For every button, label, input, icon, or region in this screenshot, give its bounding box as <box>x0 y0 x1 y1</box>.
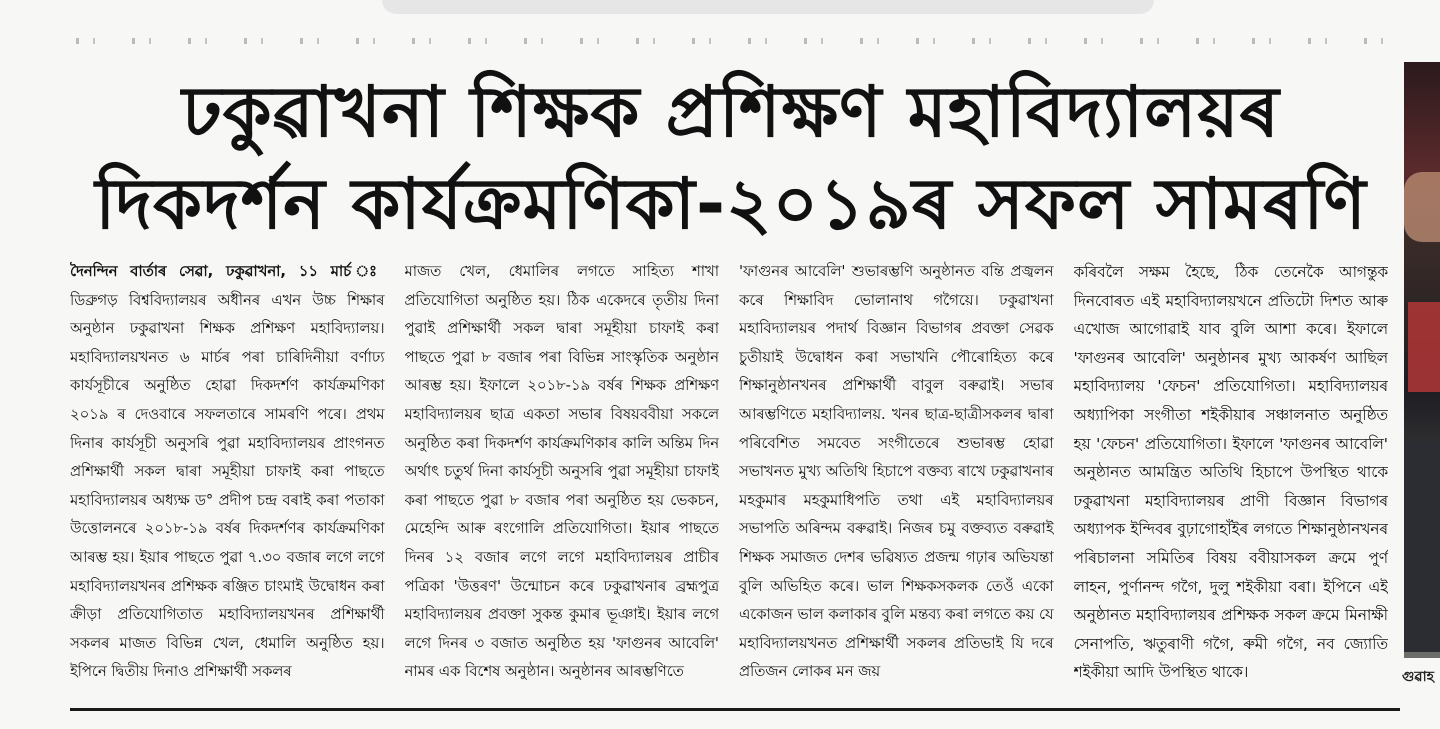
article-column-4 <box>1074 258 1389 690</box>
headline-line-1: ঢকুৱাখনা শিক্ষক প্ৰশিক্ষণ মহাবিদ্যালয়ৰ <box>182 71 1280 153</box>
column-text: 'ফাগুনৰ আবেলি' শুভাৰম্ভণি অনুষ্ঠানত বন্তি প্ৰজ্বলন কৰে শিক্ষাবিদ ভোলানাথ গগৈয়ে। ঢকুৱাখনা মহাবিদ্যালয়ৰ পদাৰ্থ বিজ্ঞান বিভাগৰ প্ৰবক্তা সেৱক চুতীয়াই উদ্বোধন কৰা সভাখনি পৌৰোহিত্য কৰে শিক্ষানুষ্ঠানখনৰ প্ৰশিক্ষাৰ্থী বাবুল বৰুৱাই। সভাৰ আৰম্ভণিতে মহাবিদ্যালয়. খনৰ ছাত্ৰ-ছাত্ৰীসকলৰ দ্বাৰা পৰিবেশিত সমবেত সংগীতেৰে শুভাৰম্ভ হোৱা সভাখনত মুখ্য অতিথি হিচাপে বক্তব্য ৰাখে ঢকুৱাখনাৰ মহকুমাৰ মহকুমাধিপতি তথা এই মহাবিদ্যালয়ৰ সভাপতি অৰিন্দম বৰুৱাই। নিজৰ চমু বক্তব্যত বৰুৱাই শিক্ষক সমাজত দেশৰ ভৱিষ্যত প্ৰজন্ম গঢ়াৰ অভিযন্তা বুলি অভিহিত কৰে। ভাল শিক্ষকসকলক তেওঁ একো একোজন ভাল কলাকাৰ বুলি মন্তব্য কৰা লগতে কয় যে মহাবিদ্যালয়খনত প্ৰশিক্ষাৰ্থী সকলৰ প্ৰতিভাই যি দৰে প্ৰতিজন লোকৰ মন জয় <box>739 263 1054 681</box>
scan-artifact-strip <box>76 38 1396 44</box>
column-text: ডিব্ৰুগড় বিশ্ববিদ্যালয়ৰ অধীনৰ এখন উচ্চ শিক্ষাৰ অনুষ্ঠান ঢকুৱাখনা শিক্ষক প্ৰশিক্ষণ মহাবিদ্যালয়। মহাবিদ্যালয়খনত ৬ মাৰ্চৰ পৰা চাৰিদিনীয়া বৰ্ণাঢ্য কাৰ্যসূচীৰে অনুষ্ঠিত হোৱা দিকদৰ্শণ কাৰ্যক্ৰমণিকা ২০১৯ ৰ দেওবাৰে সফলতাৰে সামৰণি পৰে। প্ৰথম দিনাৰ কাৰ্যসূচী অনুসৰি পুৱা মহাবিদ্যালয়ৰ প্ৰাংগনত প্ৰশিক্ষাৰ্থী সকল দ্বাৰা সমূহীয়া চাফাই কৰা পাছতে মহাবিদ্যালয়ৰ অধ্যক্ষ ড° প্ৰদীপ চন্দ্ৰ বৰাই কৰা পতাকা উত্তোলনৰে ২০১৮-১৯ বৰ্ষৰ দিকদৰ্শণৰ কাৰ্যক্ৰমণিকা আৰম্ভ হয়। ইয়াৰ পাছতে পুৱা ৭.৩০ বজাৰ লগে লগে মহাবিদ্যালয়খনৰ প্ৰশিক্ষক ৰঞ্জিত চাংমাই উদ্বোধন কৰা ক্ৰীড়া প্ৰতিযোগিতাত মহাবিদ্যালয়খনৰ প্ৰশিক্ষাৰ্থী সকলৰ মাজত বিভিন্ন খেল, ধেমালি অনুষ্ঠিত হয়। ইপিনে দ্বিতীয় দিনাও প্ৰশিক্ষাৰ্থী সকলৰ <box>70 291 385 681</box>
article-column-1 <box>70 258 385 690</box>
photo-credit: গুৱাহ <box>1402 669 1435 685</box>
column-text: কৰিবলৈ সক্ষম হৈছে, ঠিক তেনেকৈ আগন্তুক দিনবোৰত এই মহাবিদ্যালয়খনে প্ৰতিটো দিশত আৰু এখোজ আগোৱাই যাব বুলি আশা কৰে। ইফালে 'ফাগুনৰ আবেলি' অনুষ্ঠানৰ মুখ্য আকৰ্ষণ আছিল মহাবিদ্যালয় 'ফেচন' প্ৰতিযোগিতা। মহাবিদ্যালয়ৰ অধ্যাপিকা সংগীতা শইকীয়াৰ সঞ্চালনাত অনুষ্ঠিত হয় 'ফেচন' প্ৰতিযোগিতা। ইফালে 'ফাগুনৰ আবেলি' অনুষ্ঠানত আমন্ত্ৰিত অতিথি হিচাপে উপস্থিত থাকে ঢকুৱাখনা মহাবিদ্যালয়ৰ প্ৰাণী বিজ্ঞান বিভাগৰ অধ্যাপক ইন্দিবৰ বুঢ়াগোহাঁইৰ লগতে শিক্ষানুষ্ঠানখনৰ পৰিচালনা সমিতিৰ বিষয় ববীয়াসকল ক্ৰমে পুৰ্ণ লাহন, পুৰ্ণানন্দ গগৈ, দুলু শইকীয়া বৰা। ইপিনে এই অনুষ্ঠানত মহাবিদ্যালয়ৰ প্ৰশিক্ষক সকল ক্ৰমে মিনাক্ষী সেনাপতি, ঋতুৰাণী গগৈ, ৰুমী গগৈ, নব জ্যোতি শইকীয়া আদি উপস্থিত থাকে। <box>1073 263 1388 682</box>
article-column-2 <box>405 258 720 690</box>
article-photo <box>1404 62 1440 658</box>
article-column-3 <box>739 258 1054 690</box>
dateline: দৈনন্দিন বাৰ্তাৰ সেৱা, ঢকুৱাখনা, ১১ মাৰ্চ ঃ <box>70 263 385 280</box>
headline-line-2: দিকদৰ্শন কাৰ্যক্ৰমণিকা-২০১৯ৰ সফল সামৰণি <box>95 163 1367 245</box>
headline <box>66 66 1396 250</box>
bottom-rule <box>70 708 1400 711</box>
article-body <box>70 258 1388 690</box>
browser-top-bar <box>382 0 1154 14</box>
column-text: মাজত খেল, ধেমালিৰ লগতে সাহিত্য শাখা প্ৰতিযোগিতা অনুষ্ঠিত হয়। ঠিক একেদৰে তৃতীয় দিনা পুৱাই প্ৰশিক্ষাৰ্থী সকল দ্বাৰা সমূহীয়া চাফাই কৰা পাছতে পুৱা ৮ বজাৰ পৰা বিভিন্ন সাংস্কৃতিক অনুষ্ঠান আৰম্ভ হয়। ইফালে ২০১৮-১৯ বৰ্ষৰ শিক্ষক প্ৰশিক্ষণ মহাবিদ্যালয়ৰ ছাত্ৰ একতা সভাৰ বিষয়ববীয়া সকলে অনুষ্ঠিত কৰা দিকদৰ্শণ কাৰ্যক্ৰমণিকাৰ কালি অন্তিম দিন অৰ্থাৎ চতুৰ্থ দিনা কাৰ্যসূচী অনুসৰি পুৱা সমূহীয়া চাফাই কৰা পাছতে পুৱা ৮ বজাৰ পৰা অনুষ্ঠিত হয় ভেকচন, মেহেন্দি আৰু ৰংগোলি প্ৰতিযোগিতা। ইয়াৰ পাছতে দিনৰ ১২ বজাৰ লগে লগে মহাবিদ্যালয়ৰ প্ৰাচীৰ পত্ৰিকা 'উত্তৰণ' উন্মোচন কৰে ঢকুৱাখনাৰ ব্ৰহ্মপুত্ৰ মহাবিদ্যালয়ৰ প্ৰবক্তা সুকন্ত কুমাৰ ভূঞাই। ইয়াৰ লগে লগে দিনৰ ৩ বজাত অনুষ্ঠিত হয় 'ফাগুনৰ আবেলি' নামৰ এক বিশেষ অনুষ্ঠান। অনুষ্ঠানৰ আৰম্ভণিতে <box>404 263 719 681</box>
